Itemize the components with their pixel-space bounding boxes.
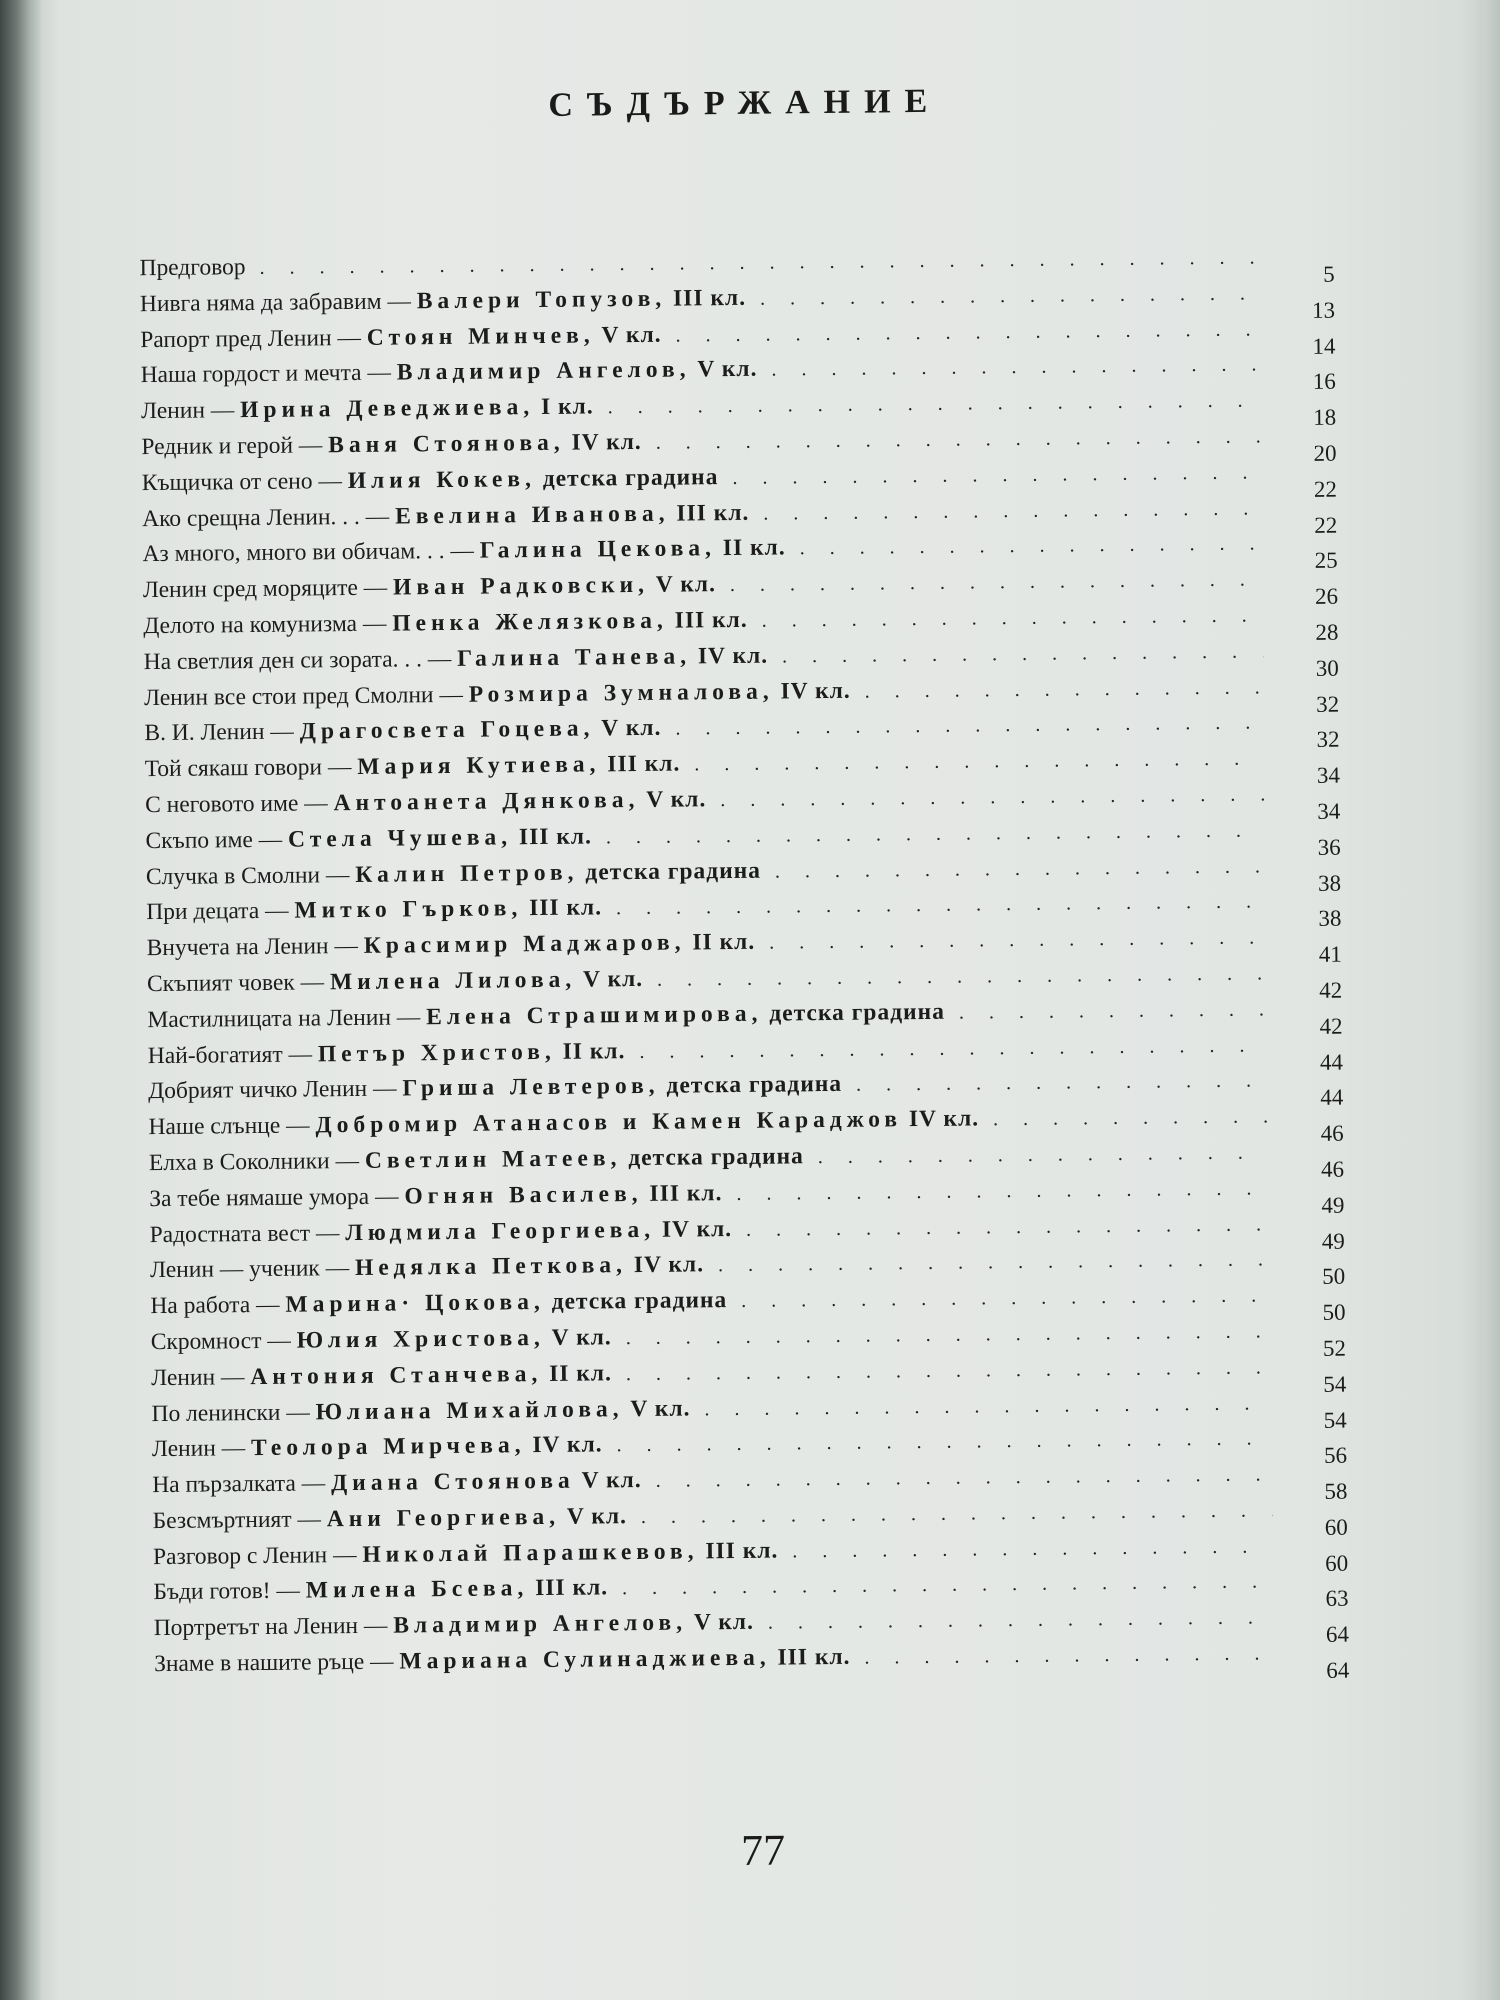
toc-entry-grade: II кл. <box>555 1037 626 1065</box>
toc-entry-grade: IV кл. <box>773 677 851 705</box>
toc-entry-author: Пенка Желязкова, <box>392 607 669 637</box>
toc-entry-title: Предговор <box>139 254 246 282</box>
toc-entry-page-number: 49 <box>1321 1192 1345 1218</box>
toc-entry-grade: V кл. <box>594 715 662 742</box>
toc-entry-title: Безсмъртният — <box>152 1506 327 1535</box>
toc-entry-author: Марина· Цокова, <box>285 1289 545 1318</box>
toc-entry-page-number: 13 <box>1311 297 1336 323</box>
toc-entry-title: Случка в Смолни — <box>145 861 356 890</box>
toc-entry-title: Ленин — ученик — <box>149 1255 356 1284</box>
toc-entry-author: Стоян Минчев, <box>366 322 595 351</box>
page-number: 77 <box>740 1825 786 1875</box>
toc-entry-grade: V кл. <box>559 1503 628 1530</box>
toc-entry-grade: детска градина <box>621 1143 804 1172</box>
toc-entry-grade: IV кл. <box>525 1431 603 1459</box>
toc-entry-page-number: 63 <box>1325 1586 1349 1612</box>
toc-entry-page-number: 60 <box>1324 1514 1348 1540</box>
toc-entry-title: Ленин — <box>140 397 241 425</box>
toc-entry-grade: III кл. <box>770 1643 851 1671</box>
toc-entry-title: Рапорт пред Ленин — <box>140 324 367 353</box>
toc-entry-author: Драгосвета Гоцева, <box>299 715 595 745</box>
toc-entry-title: Ленин все стои пред Смолни — <box>143 681 469 711</box>
toc-entry-page-number: 64 <box>1325 1621 1350 1648</box>
toc-entry-author: Ани Георгиева, <box>326 1503 561 1533</box>
toc-entry-grade: V кл. <box>544 1324 612 1351</box>
toc-entry-author: Антония Станчева, <box>250 1360 543 1390</box>
toc-entry-grade: детска градина <box>762 998 946 1027</box>
toc-entry-author: Валери Топузов, <box>416 285 667 315</box>
toc-entry-grade: V кл. <box>594 321 662 349</box>
toc-entry-page-number: 22 <box>1314 512 1338 538</box>
toc-entry-title: За тебе нямаше умора — <box>149 1183 405 1212</box>
toc-entry-author: Розмира Зумналова, <box>468 678 774 708</box>
toc-entry-page-number: 49 <box>1321 1228 1345 1254</box>
toc-entry-page-number: 52 <box>1322 1335 1347 1361</box>
toc-entry-page-number: 28 <box>1315 619 1339 645</box>
toc-entry-author: Илия Кокев, <box>347 465 537 494</box>
toc-entry-author: Гриша Левтеров, <box>402 1073 660 1102</box>
toc-entry-grade: V кл. <box>648 571 717 599</box>
toc-entry-title: Бъди готов! — <box>153 1578 306 1606</box>
toc-entry-page-number: 38 <box>1318 905 1342 932</box>
table-of-contents <box>139 239 1349 1683</box>
toc-entry-author: Юлия Христова, <box>296 1324 545 1354</box>
toc-entry-author: Митко Гърков, <box>294 895 523 924</box>
toc-entry-title: Редник и герой — <box>141 432 329 461</box>
toc-entry-title: На пързалката — <box>152 1470 332 1499</box>
toc-entry-author: Красимир Маджаров, <box>363 929 686 960</box>
toc-entry-grade: детска градина <box>578 857 762 886</box>
toc-entry-grade: IV кл. <box>690 642 769 670</box>
toc-entry-grade: детска градина <box>535 463 719 492</box>
toc-entry-page-number: 60 <box>1325 1550 1349 1576</box>
toc-entry-title: Знаме в нашите ръце — <box>154 1648 400 1678</box>
toc-entry-page-number: 42 <box>1319 977 1343 1003</box>
toc-entry-author: Добромир Атанасов и Камен Караджов <box>315 1106 903 1139</box>
toc-entry-grade: V кл. <box>690 356 758 383</box>
toc-entry-author: Антоанета Дянкова, <box>333 786 640 817</box>
toc-entry-title: Разговор с Ленин — <box>152 1541 363 1570</box>
toc-entry-page-number: 54 <box>1323 1371 1347 1397</box>
toc-entry-title: Скромност — <box>150 1327 297 1356</box>
toc-entry-title: Портретът на Ленин — <box>153 1612 394 1642</box>
toc-entry-author: Мариана Сулинаджиева, <box>399 1644 771 1675</box>
toc-entry-page-number: 50 <box>1322 1263 1346 1290</box>
toc-entry-author: Галина Танева, <box>457 643 692 672</box>
toc-entry-author: Юлиана Михайлова, <box>315 1395 624 1425</box>
toc-entry-grade: детска градина <box>544 1287 728 1316</box>
toc-entry-page-number: 32 <box>1316 727 1340 753</box>
toc-entry-grade: V кл. <box>623 1394 691 1422</box>
toc-entry-title: При децата — <box>146 897 295 926</box>
toc-entry-title: Ленин — <box>151 1363 251 1391</box>
toc-entry-page-number: 22 <box>1313 476 1338 502</box>
toc-entry-author: Стела Чушева, <box>287 824 513 853</box>
toc-entry-grade: II кл. <box>542 1360 613 1387</box>
toc-entry-grade: III кл. <box>511 823 593 851</box>
toc-entry-title: На работа — <box>150 1291 286 1320</box>
book-gutter-shadow <box>0 0 42 2000</box>
toc-entry-author: Елена Страшимирова, <box>426 1000 763 1030</box>
toc-entry-title: По ленински — <box>151 1398 316 1427</box>
toc-entry-title: Елха в Соколники — <box>148 1147 366 1177</box>
toc-entry-author: Людмила Георгиева, <box>345 1216 656 1246</box>
toc-entry-page-number: 42 <box>1319 1013 1343 1039</box>
page-title: СЪДЪРЖАНИЕ <box>548 82 942 124</box>
toc-entry-author: Ваня Стоянова, <box>328 429 565 459</box>
toc-entry-grade: II кл. <box>715 534 786 562</box>
toc-entry-page-number: 46 <box>1320 1120 1344 1146</box>
toc-entry-page-number: 18 <box>1313 404 1337 431</box>
toc-entry-title: Скъпият човек — <box>146 969 331 998</box>
toc-entry-author: Недялка Петкова, <box>354 1252 628 1282</box>
toc-entry-page-number: 36 <box>1317 834 1341 860</box>
toc-entry-page-number: 58 <box>1324 1478 1348 1504</box>
toc-entry-grade: III кл. <box>667 606 748 634</box>
toc-entry-title: Ленин сред моряците — <box>142 574 394 604</box>
toc-entry-title: Мастилницата на Ленин — <box>147 1003 427 1033</box>
toc-entry-title: Делото на комунизма — <box>143 610 393 640</box>
toc-entry-page-number: 41 <box>1318 941 1342 968</box>
toc-entry-title: Радостната вест — <box>149 1219 346 1248</box>
toc-entry-page-number: 54 <box>1323 1407 1347 1433</box>
toc-entry-author: Владимир Ангелов, <box>396 356 691 386</box>
toc-entry-page-number: 32 <box>1316 691 1340 717</box>
toc-entry-page-number: 34 <box>1317 798 1341 824</box>
toc-entry-grade: IV кл. <box>901 1105 980 1133</box>
toc-entry-grade: V кл. <box>576 965 644 993</box>
toc-entry-page-number: 16 <box>1312 369 1336 395</box>
toc-entry-grade: III кл. <box>522 894 603 922</box>
toc-entry-title: На светлия ден си зората. . . — <box>143 645 458 675</box>
toc-entry-grade: III кл. <box>669 499 750 527</box>
toc-entry-author: Милена Бсева, <box>305 1575 529 1605</box>
toc-entry-grade: III кл. <box>528 1574 609 1602</box>
toc-entry-title: Ако срещна Ленин. . . — <box>142 503 396 532</box>
toc-entry-page-number: 34 <box>1316 762 1341 789</box>
toc-entry-page-number: 38 <box>1317 870 1342 896</box>
toc-entry-grade: IV кл. <box>626 1251 705 1279</box>
toc-entry-grade: V кл. <box>574 1467 642 1494</box>
toc-entry-grade: IV кл. <box>654 1215 733 1243</box>
toc-entry-page-number: 5 <box>1323 261 1335 287</box>
toc-entry-grade: III кл. <box>600 750 681 778</box>
toc-entry-page-number: 26 <box>1314 583 1339 610</box>
toc-entry-page-number: 46 <box>1320 1156 1345 1182</box>
toc-entry-page-number: 30 <box>1315 655 1339 681</box>
toc-entry-title: Скъпо име — <box>145 826 289 854</box>
toc-entry-grade: I кл. <box>534 393 594 421</box>
toc-entry-title: Внучета на Ленин — <box>146 933 364 962</box>
toc-entry-title: Наша гордост и мечта — <box>140 359 397 389</box>
toc-entry-author: Мария Кутиева, <box>357 751 601 781</box>
toc-entry-author: Теолора Мирчева, <box>250 1432 526 1462</box>
toc-entry-author: Огнян Василев, <box>404 1180 643 1210</box>
toc-entry-title: С неговото име — <box>145 790 334 819</box>
toc-entry-page-number: 56 <box>1323 1442 1348 1469</box>
toc-entry-title: Ленин — <box>151 1435 252 1463</box>
toc-entry-title: Добрият чичко Ленин — <box>148 1075 403 1105</box>
toc-entry-grade: II кл. <box>685 928 756 956</box>
toc-entry-grade: V кл. <box>639 786 707 813</box>
page-edge <box>1472 0 1500 2000</box>
toc-entry-title: Нивга няма да забравим — <box>139 288 417 317</box>
toc-entry-author: Ирина Деведжиева, <box>240 394 535 424</box>
toc-entry-author: Милена Лилова, <box>329 966 577 996</box>
book-page <box>129 53 1379 1966</box>
toc-entry-author: Евелина Иванова, <box>394 500 670 530</box>
toc-entry-page-number: 25 <box>1314 548 1338 574</box>
toc-entry-author: Светлин Матеев, <box>364 1145 622 1174</box>
toc-entry-author: Николай Парашкевов, <box>362 1538 699 1568</box>
toc-entry-author: Галина Цекова, <box>479 535 717 565</box>
toc-entry-title: Той сякаш говори — <box>144 754 358 783</box>
toc-entry-grade: III кл. <box>666 284 747 312</box>
toc-entry-grade: III кл. <box>642 1179 723 1207</box>
toc-entry-author: Диана Стоянова <box>330 1467 575 1497</box>
toc-entry-author: Калин Петров, <box>355 859 579 888</box>
toc-entry-grade: IV кл. <box>564 428 642 456</box>
toc-entry-author: Петър Христов, <box>317 1038 556 1067</box>
toc-entry-title: Наше слънце — <box>148 1112 316 1141</box>
toc-entry-grade: V кл. <box>686 1609 755 1636</box>
toc-entry-page-number: 64 <box>1326 1657 1350 1683</box>
toc-entry-title: Къщичка от сено — <box>141 467 348 496</box>
toc-entry-author: Владимир Ангелов, <box>393 1609 688 1639</box>
toc-entry-title: Аз много, много ви обичам. . . — <box>142 538 480 568</box>
toc-entry-page-number: 50 <box>1322 1299 1346 1325</box>
toc-entry-page-number: 44 <box>1320 1084 1344 1111</box>
toc-entry-page-number: 14 <box>1312 333 1336 359</box>
toc-entry-page-number: 20 <box>1313 440 1337 466</box>
toc-entry-grade: детска градина <box>659 1071 843 1100</box>
toc-entry-title: В. И. Ленин — <box>144 718 300 747</box>
toc-entry-title: Най-богатият — <box>147 1040 319 1069</box>
toc-entry-author: Иван Радковски, <box>392 572 650 601</box>
toc-entry-grade: III кл. <box>698 1537 779 1565</box>
toc-entry-page-number: 44 <box>1319 1049 1344 1075</box>
